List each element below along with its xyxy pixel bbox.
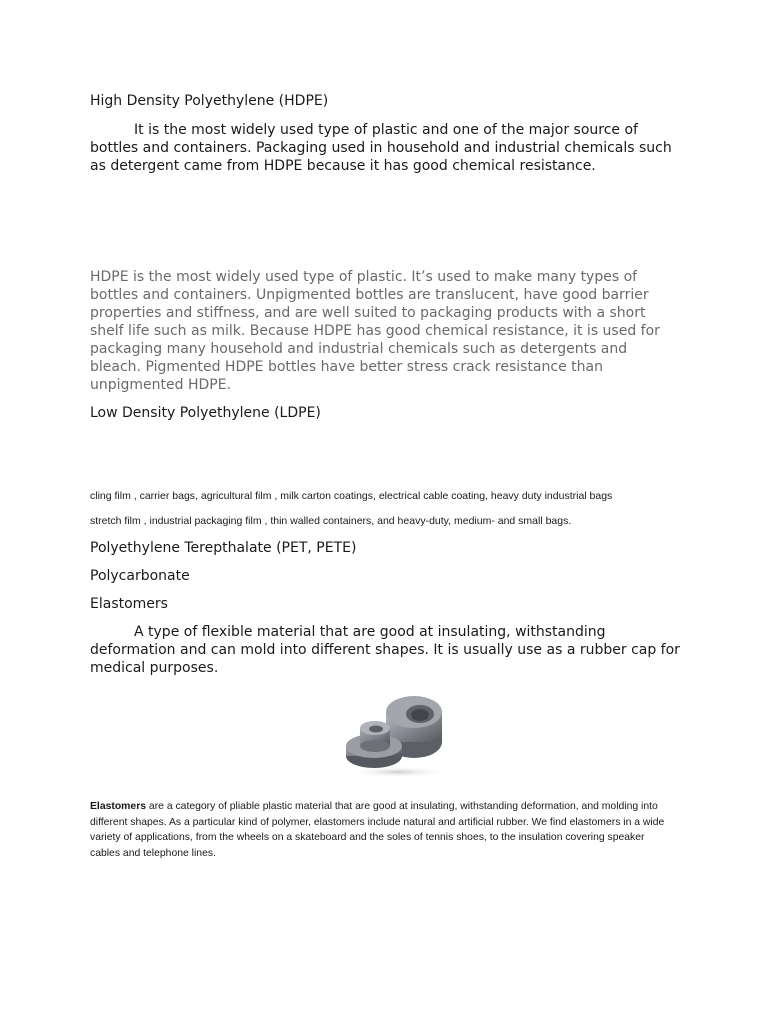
elastomers-heading: Elastomers bbox=[90, 596, 168, 612]
ldpe-uses-line-2: stretch film , industrial packaging film , thin walled containers, and heavy-duty, medium- and small bags. bbox=[90, 515, 572, 527]
pet-heading: Polyethylene Terepthalate (PET, PETE) bbox=[90, 540, 357, 556]
ldpe-heading: Low Density Polyethylene (LDPE) bbox=[90, 405, 321, 421]
hdpe-heading: High Density Polyethylene (HDPE) bbox=[90, 93, 329, 109]
hdpe-detail-paragraph: HDPE is the most widely used type of plastic. It’s used to make many types of bottles and containers. Unpigmented bottles are translucent, have good barrier properties and stiffness, and are well suited to packaging products with a short shelf life such as milk. Because HDPE has good chemical resistance, it is used for packaging many household and industrial chemicals such as detergents and bleach. Pigmented HDPE bottles have better stress crack resistance than unpigmented HDPE. bbox=[90, 269, 660, 393]
elastomers-note-term: Elastomers bbox=[90, 801, 147, 812]
rubber-stopper-illustration bbox=[342, 690, 454, 778]
elastomers-intro-paragraph: A type of flexible material that are good at insulating, withstanding deformation and can mold into different shapes. It is usually use as a rubber cap for medical purposes. bbox=[90, 624, 680, 676]
rubber-stopper-image bbox=[342, 690, 454, 778]
elastomers-note-text: are a category of pliable plastic material that are good at insulating, withstanding deformation, and molding into different shapes. As a particular kind of polymer, elastomers include natural and artificial rubber. We find elastomers in a wide variety of applications, from the wheels on a skateboard and the soles of tennis shoes, to the insulation covering speaker cables and telephone lines. bbox=[90, 801, 665, 859]
polycarbonate-heading: Polycarbonate bbox=[90, 568, 190, 584]
hdpe-intro-paragraph: It is the most widely used type of plastic and one of the major source of bottles and containers. Packaging used in household and industrial chemicals such as detergent came from HDPE because it has good chemical resistance. bbox=[90, 122, 672, 174]
elastomers-note-paragraph bbox=[90, 799, 665, 861]
ldpe-uses-line-1: cling film , carrier bags, agricultural film , milk carton coatings, electrical cable coating, heavy duty industrial bags bbox=[90, 490, 613, 502]
